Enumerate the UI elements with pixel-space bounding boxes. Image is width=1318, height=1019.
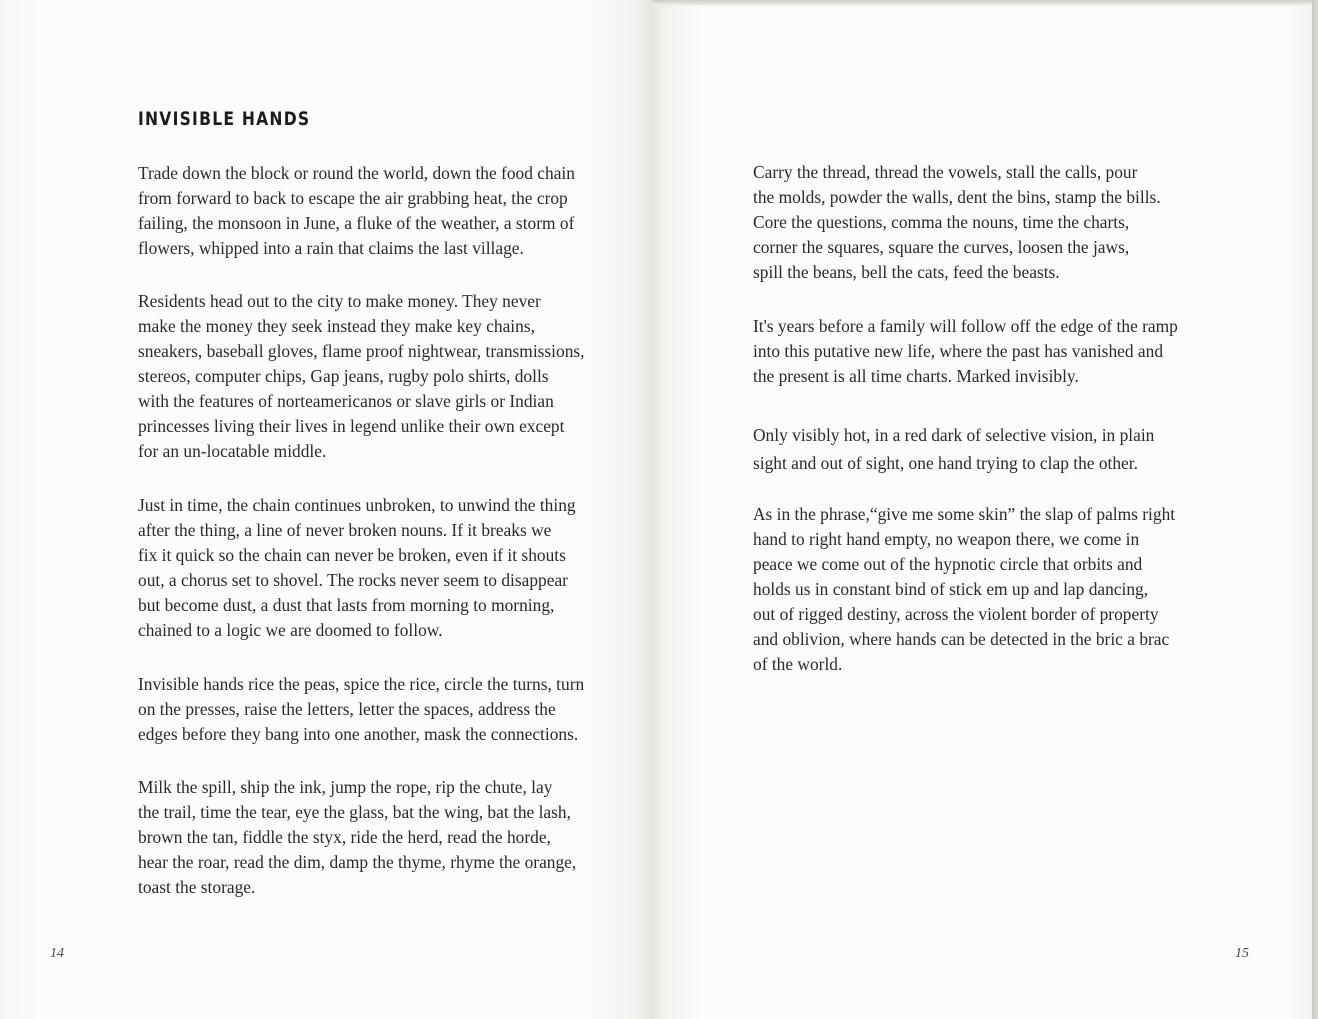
text-line: into this putative new life, where the past has vanished and bbox=[753, 341, 1164, 361]
text-line: Carry the thread, thread the vowels, stall the calls, pour bbox=[753, 162, 1138, 182]
text-line: from forward to back to escape the air grabbing heat, the crop bbox=[138, 188, 568, 208]
poem-title: INVISIBLE HANDS bbox=[138, 108, 311, 130]
text-line: fix it quick so the chain can never be broken, even if it shouts bbox=[138, 545, 566, 565]
text-line: sight and out of sight, one hand trying to clap the other. bbox=[753, 453, 1138, 473]
left-paragraph-2 bbox=[138, 289, 585, 464]
text-line: make the money they seek instead they make key chains, bbox=[138, 316, 535, 336]
text-line: As in the phrase,“give me some skin” the slap of palms right bbox=[753, 504, 1176, 524]
text-line: Core the questions, comma the nouns, time the charts, bbox=[753, 212, 1130, 232]
right-paragraph-4 bbox=[753, 502, 1175, 677]
text-line: for an un-locatable middle. bbox=[138, 441, 327, 461]
text-line: out, a chorus set to shovel. The rocks never seem to disappear bbox=[138, 570, 568, 590]
left-paragraph-3 bbox=[138, 493, 576, 643]
text-line: the trail, time the tear, eye the glass, bat the wing, bat the lash, bbox=[138, 802, 571, 822]
page-number-left: 14 bbox=[50, 946, 64, 961]
page-top-edge bbox=[652, 0, 1312, 6]
right-paragraph-2 bbox=[753, 314, 1178, 389]
text-line: It's years before a family will follow off the edge of the ramp bbox=[753, 316, 1178, 336]
text-line: spill the beans, bell the cats, feed the beasts. bbox=[753, 262, 1060, 282]
text-line: the present is all time charts. Marked invisibly. bbox=[753, 366, 1079, 386]
text-line: Trade down the block or round the world, down the food chain bbox=[138, 163, 575, 183]
text-line: holds us in constant bind of stick em up and lap dancing, bbox=[753, 579, 1149, 599]
text-line: of the world. bbox=[753, 654, 843, 674]
text-line: sneakers, baseball gloves, flame proof nightwear, transmissions, bbox=[138, 341, 585, 361]
text-line: but become dust, a dust that lasts from morning to morning, bbox=[138, 595, 555, 615]
text-line: stereos, computer chips, Gap jeans, rugby polo shirts, dolls bbox=[138, 366, 549, 386]
right-paragraph-3 bbox=[753, 421, 1154, 477]
text-line: edges before they bang into one another, mask the connections. bbox=[138, 724, 579, 744]
text-line: peace we come out of the hypnotic circle that orbits and bbox=[753, 554, 1143, 574]
text-line: Residents head out to the city to make money. They never bbox=[138, 291, 541, 311]
text-line: the molds, powder the walls, dent the bins, stamp the bills. bbox=[753, 187, 1161, 207]
left-paragraph-5 bbox=[138, 775, 576, 900]
text-line: failing, the monsoon in June, a fluke of the weather, a storm of bbox=[138, 213, 575, 233]
text-line: toast the storage. bbox=[138, 877, 256, 897]
text-line: Invisible hands rice the peas, spice the rice, circle the turns, turn bbox=[138, 674, 585, 694]
text-line: Only visibly hot, in a red dark of selective vision, in plain bbox=[753, 425, 1155, 445]
left-paragraph-1 bbox=[138, 161, 575, 261]
text-line: Milk the spill, ship the ink, jump the rope, rip the chute, lay bbox=[138, 777, 553, 797]
text-line: and oblivion, where hands can be detected in the bric a brac bbox=[753, 629, 1170, 649]
text-line: flowers, whipped into a rain that claims the last village. bbox=[138, 238, 524, 258]
text-line: Just in time, the chain continues unbroken, to unwind the thing bbox=[138, 495, 576, 515]
text-line: chained to a logic we are doomed to follow. bbox=[138, 620, 443, 640]
page-number-right: 15 bbox=[1235, 946, 1249, 961]
text-line: hand to right hand empty, no weapon there, we come in bbox=[753, 529, 1140, 549]
text-line: princesses living their lives in legend unlike their own except bbox=[138, 416, 565, 436]
left-paragraph-4 bbox=[138, 672, 584, 747]
text-line: out of rigged destiny, across the violent border of property bbox=[753, 604, 1159, 624]
page-right-edge bbox=[1312, 0, 1318, 1019]
text-line: corner the squares, square the curves, loosen the jaws, bbox=[753, 237, 1130, 257]
text-line: with the features of norteamericanos or slave girls or Indian bbox=[138, 391, 554, 411]
text-line: hear the roar, read the dim, damp the thyme, rhyme the orange, bbox=[138, 852, 577, 872]
text-line: after the thing, a line of never broken nouns. If it breaks we bbox=[138, 520, 552, 540]
text-line: brown the tan, fiddle the styx, ride the herd, read the horde, bbox=[138, 827, 551, 847]
right-paragraph-1 bbox=[753, 160, 1161, 285]
text-line: on the presses, raise the letters, letter the spaces, address the bbox=[138, 699, 556, 719]
